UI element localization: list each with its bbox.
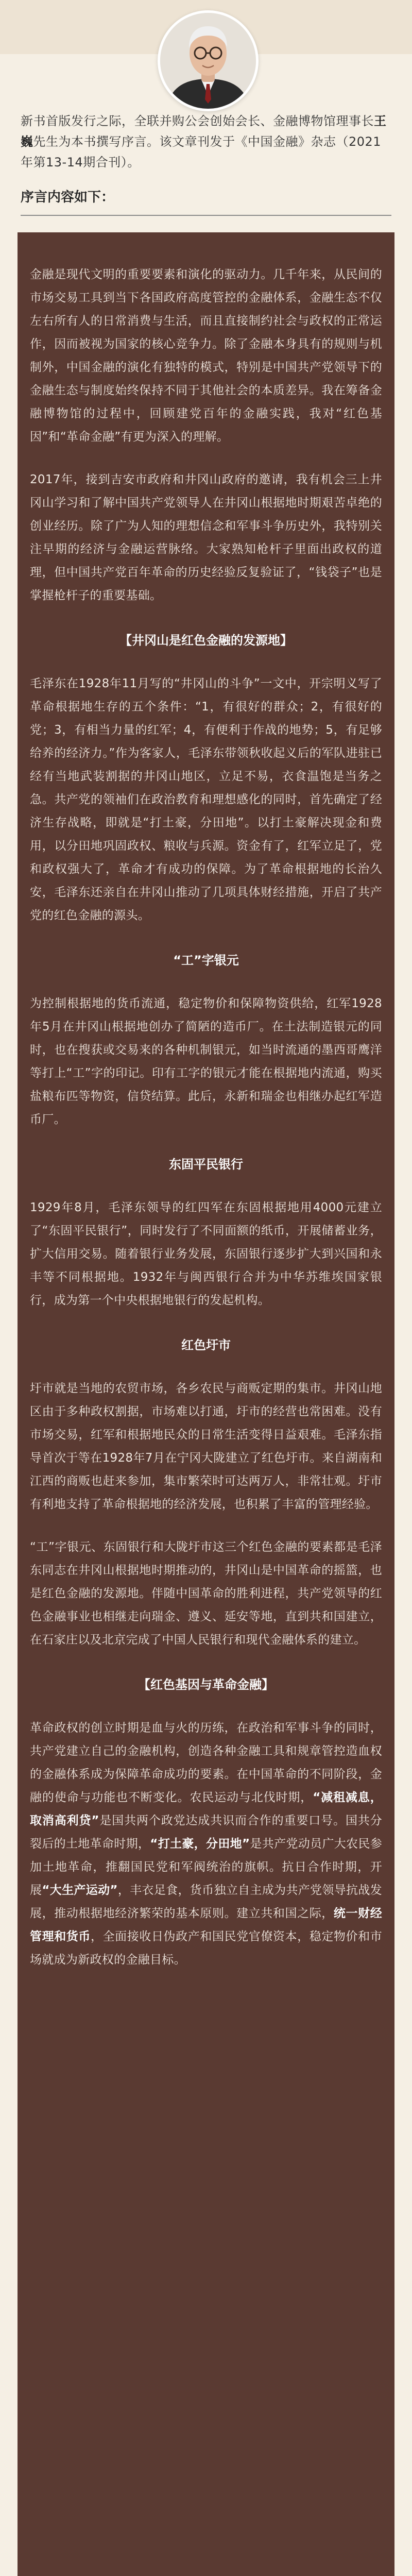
p8-text-4: ，丰衣足食，货币独立自主成为共产党领导抗战发展，推动根据地经济繁荣的基本原则。建立共和国之际， [30,1884,382,1920]
section-title-red-gene: 【红色基因与革命金融】 [138,1677,274,1692]
hero-header [0,0,412,111]
p8-text-2: 是国共两个政党达成共识而合作的重要口号。国共分裂后的土地革命时期， [30,1814,382,1851]
article-paragraph-5: 1929年8月，毛泽东领导的红四军在东固根据地用4000元建立了“东固平民银行”，同时发行了不同面额的纸币，开展储蓄业务，扩大信用交易。随着银行业务发展，东固银行逐步扩大到兴国和永丰等不同根据地。1932年与闽西银行合并为中华苏维埃国家银行，成为第一个中央根据地银行的发起机构。 [30,1201,382,1307]
article-paragraph-4: 为控制根据地的货币流通，稳定物价和保障物资供给，红军1928年5月在井冈山根据地创办了简陋的造币厂。在土法制造银元的同时，也在搜获或交易来的各种机制银元，如当时流通的墨西哥鹰洋等打上“工”字的印记。印有工字的银元才能在根据地内流通，购买盐粮布匹等物资，信贷结算。此后，永新和瑞金也相继办起红军造币厂。 [30,997,382,1126]
p8-text-3: 是共产党动员广大农民参加土地革命，推翻国民党和军阀统治的旗帜。抗日合作时期，开展 [30,1837,382,1897]
section-title-donggu-bank: 东固平民银行 [169,1157,243,1172]
section-title-red-market: 红色圩市 [181,1338,231,1352]
article-paragraph-3: 毛泽东在1928年11月写的“井冈山的斗争”一文中，开宗明义写了革命根据地生存的五个条件：“1，有很好的群众；2，有很好的党；3，有相当力量的红军；4，有便利于作战的地势；5，有足够给养的经济力。”作为客家人，毛泽东带领秋收起义后的军队进驻已经有当地武装割据的井冈山地区，立足不易，衣食温饱是当务之急。共产党的领袖们在政治教育和理想感化的同时，首先确定了经济生存战略，即就是“打土豪，分田地”。以打土豪解决现金和费用，以分田地巩固政权、粮收与兵源。资金有了，红军立足了，党和政权强大了，革命才有成功的保障。为了革命根据地的长治久安，毛泽东还亲自在井冈山推动了几项具体财经措施，开启了共产党的红色金融的源头。 [30,677,382,922]
p8-bold-4: 统一财经管理和货币 [30,1907,383,1943]
article-paragraph-6: 圩市就是当地的农贸市场，各乡农民与商贩定期的集市。井冈山地区由于多种政权割据，市场难以打通，圩市的经营也常困难。没有市场交易，红军和根据地民众的日常生活变得日益艰难。毛泽东指导首次于等在1928年7月在宁冈大陇建立了红色圩市。来自湖南和江西的商贩也赶来参加，集市繁荣时可达两万人，非常壮观。圩市有利地支持了革命根据地的经济发展，也积累了丰富的管理经验。 [30,1382,382,1511]
p8-bold-2: “打土豪，分田地” [150,1837,250,1851]
p8-bold-3: “大生产运动” [42,1884,118,1897]
p8-text-5: ，全面接收日伪政产和国民党官僚资本，稳定物价和市场就成为新政权的金融目标。 [30,1930,382,1967]
section-title-jinggangshan: 【井冈山是红色金融的发源地】 [119,633,293,648]
author-portrait [158,10,259,111]
p8-text-1: 革命政权的创立时期是血与火的历练，在政治和军事斗争的同时，共产党建立自己的金融机构，创造各种金融工具和规章管控造血权的金融体系成为保障革命成功的要素。在中国革命的不同阶段，金融的使命与功能也不断变化。农民运动与北伐时期， [30,1721,382,1804]
section-title-silver-coin: “工”字银元 [173,953,239,968]
intro-text-end: 先生为本书撰写序言。该文章刊发于《中国金融》杂志（2021年第13-14期合刊）。 [21,134,382,170]
article-paragraph-2: 2017年，接到吉安市政府和井冈山政府的邀请，我有机会三上井冈山学习和了解中国共产党领导人在井冈山根据地时期艰苦卓绝的创业经历。除了广为人知的理想信念和军事斗争历史外，我特别关注早期的经济与金融运营脉络。大家熟知枪杆子里面出政权的道理，但中国共产党百年革命的历史经验反复验证了，“钱袋子”也是掌握枪杆子的重要基础。 [30,473,382,602]
article-paragraph-1: 金融是现代文明的重要要素和演化的驱动力。几千年来，从民间的市场交易工具到当下各国政府高度管控的金融体系，金融生态不仅左右所有人的日常消费与生活，而且直接制约社会与政权的正常运作，因而被视为国家的核心竞争力。除了金融本身具有的规则与机制外，中国金融的演化有独特的模式，特别是中国共产党领导下的金融生态与制度始终保持不同于其他社会的本质差异。我在筹备金融博物馆的过程中，回顾建党百年的金融实践，我对“红色基因”和“革命金融”有更为深入的理解。 [30,268,382,444]
article-paragraph-8 [30,1717,382,1972]
section-divider [21,215,391,216]
p8-bold-1: “减租减息，取消高利贷” [30,1791,382,1827]
intro-text-start: 新书首版发行之际，全联并购公会创始会长、金融博物馆理事长 [21,114,374,128]
intro-paragraph [21,111,391,173]
portrait-illustration [160,13,256,109]
author-name: 王巍 [21,114,387,149]
article-paragraph-7: “工”字银元、东固银行和大陇圩市这三个红色金融的要素都是毛泽东同志在井冈山根据地时期推动的，井冈山是中国革命的摇篮，也是红色金融的发源地。伴随中国革命的胜利进程，共产党领导的红色金融事业也相继走向瑞金、遵义、延安等地，直到共和国建立，在石家庄以及北京完成了中国人民银行和现代金融体系的建立。 [30,1540,382,1647]
preface-heading: 序言内容如下： [21,190,115,205]
preface-article-panel [18,232,394,2576]
